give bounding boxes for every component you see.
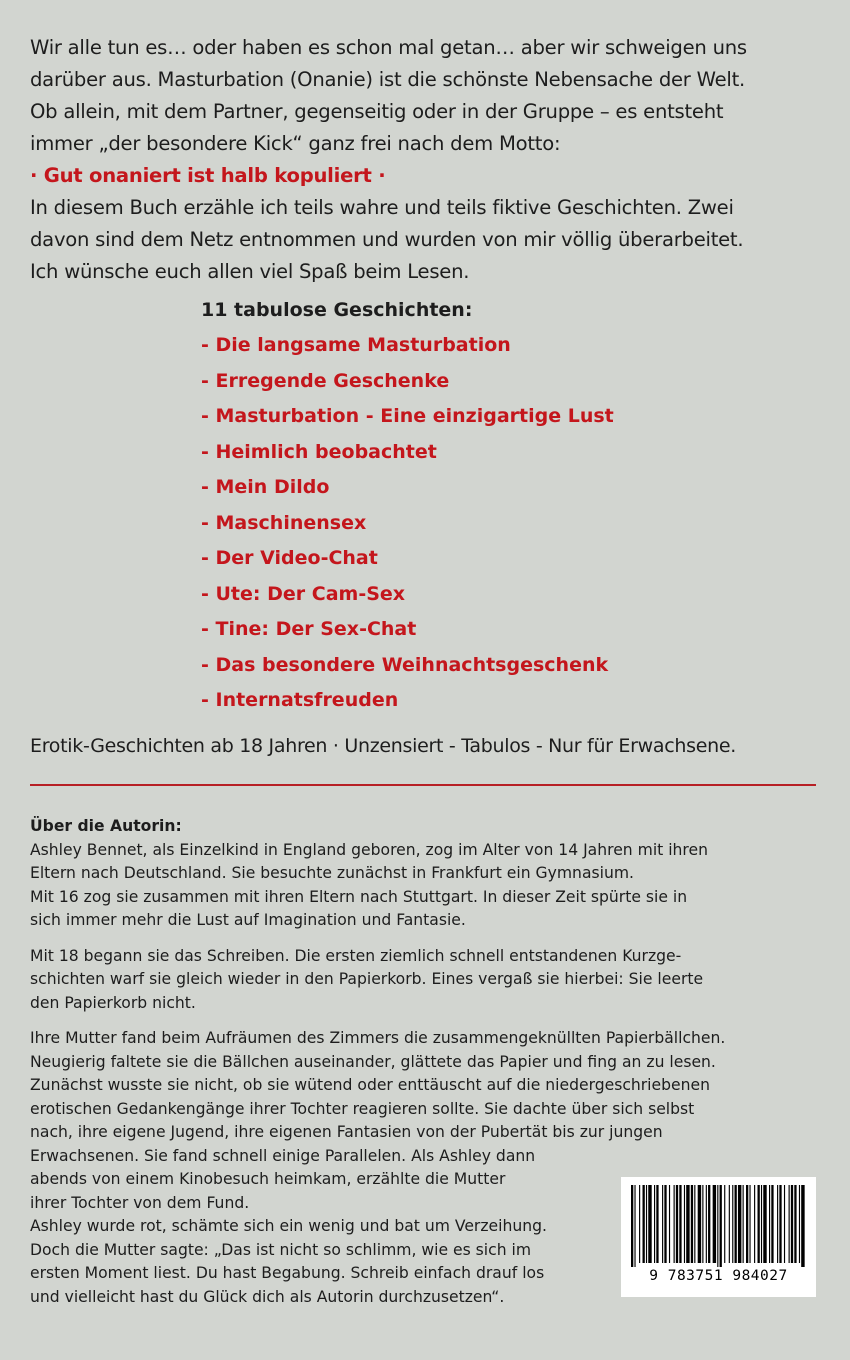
- divider-rule: [30, 784, 816, 786]
- blurb-line: Wir alle tun es… oder haben es schon mal getan… aber wir schweigen uns: [30, 36, 747, 59]
- barcode-bar: [631, 1185, 633, 1267]
- author-line: Neugierig faltete sie die Bällchen auseinander, glättete das Papier und fing an zu lesen.: [30, 1052, 716, 1071]
- barcode-bar: [694, 1185, 695, 1263]
- barcode-bar: [679, 1185, 681, 1263]
- barcode-bar: [724, 1185, 725, 1263]
- author-heading: Über die Autorin:: [30, 817, 182, 835]
- barcode-bar: [708, 1185, 710, 1263]
- author-line: Ashley Bennet, als Einzelkind in England geboren, zog im Alter von 14 Jahren mit ihren: [30, 840, 708, 859]
- barcode-bar: [746, 1185, 748, 1263]
- barcode-bar: [779, 1185, 781, 1263]
- barcode-bar: [777, 1185, 778, 1263]
- barcode-bar: [702, 1185, 703, 1263]
- motto: · Gut onaniert ist halb kopuliert ·: [30, 164, 386, 187]
- author-line: Eltern nach Deutschland. Sie besuchte zunächst in Frankfurt ein Gymnasium.: [30, 864, 634, 882]
- barcode-bar: [789, 1185, 790, 1263]
- barcode-bar: [738, 1185, 741, 1263]
- author-paragraph: [30, 945, 820, 1016]
- author-line: Ashley wurde rot, schämte sich ein wenig und bat um Verzeihung.: [30, 1217, 547, 1235]
- barcode-bar: [735, 1185, 737, 1263]
- story-item: - Die langsame Masturbation: [201, 334, 511, 356]
- blurb-line: Ob allein, mit dem Partner, gegenseitig oder in der Gruppe – es entsteht: [30, 100, 724, 123]
- barcode-bar: [784, 1185, 785, 1263]
- story-item: - Ute: Der Cam-Sex: [201, 582, 406, 605]
- author-line: erotischen Gedankengänge ihrer Tochter reagieren sollte. Sie dachte über sich selbst: [30, 1099, 695, 1118]
- barcode-bar: [794, 1185, 796, 1263]
- barcode-bar: [769, 1185, 770, 1263]
- barcode-bar: [662, 1185, 663, 1263]
- story-item: - Das besondere Weihnachtsgeschenk: [201, 653, 609, 676]
- blurb-line: In diesem Buch erzähle ich teils wahre und teils fiktive Geschichten. Zwei: [30, 196, 734, 219]
- author-line: abends von einem Kinobesuch heimkam, erzählte die Mutter: [30, 1170, 506, 1188]
- barcode-bar: [648, 1185, 651, 1263]
- barcode-bars: [629, 1185, 808, 1267]
- blurb: [30, 32, 830, 288]
- author-line: ihrer Tochter von dem Fund.: [30, 1193, 250, 1212]
- author-line: nach, ihre eigene Jugend, ihre eigenen Fantasien von der Pubertät bis zur jungen: [30, 1123, 663, 1141]
- barcode-bar: [717, 1185, 718, 1267]
- tagline: Erotik-Geschichten ab 18 Jahren · Unzensiert - Tabulos - Nur für Erwachsene.: [30, 735, 736, 757]
- barcode-bar: [799, 1185, 800, 1263]
- author-line: Doch die Mutter sagte: „Das ist nicht so schlimm, wie es sich im: [30, 1240, 532, 1259]
- blurb-line: darüber aus. Masturbation (Onanie) ist die schönste Nebensache der Welt.: [30, 68, 745, 91]
- barcode-bar: [791, 1185, 793, 1263]
- barcode-bar: [771, 1185, 773, 1263]
- barcode-bar: [754, 1185, 755, 1263]
- story-item: - Mein Dildo: [201, 476, 330, 498]
- author-line: Zunächst wusste sie nicht, ob sie wütend oder enttäuscht auf die niedergeschriebenen: [30, 1076, 710, 1094]
- barcode-bar: [656, 1185, 658, 1263]
- story-item: - Maschinensex: [201, 511, 367, 534]
- barcode-digits: 9 783751 984027: [649, 1268, 788, 1284]
- story-item: - Erregende Geschenke: [201, 369, 450, 392]
- barcode-bar: [691, 1185, 693, 1263]
- barcode-bar: [676, 1185, 678, 1263]
- author-paragraph: [30, 839, 820, 933]
- barcode-bar: [732, 1185, 733, 1263]
- barcode-bar: [639, 1185, 640, 1263]
- blurb-line: davon sind dem Netz entnommen und wurden von mir völlig überarbeitet.: [30, 228, 744, 251]
- barcode-bar: [664, 1185, 666, 1263]
- barcode-bar: [801, 1185, 804, 1267]
- author-line: Mit 18 begann sie das Schreiben. Die ersten ziemlich schnell entstandenen Kurzge-: [30, 946, 682, 965]
- barcode-bar: [720, 1185, 722, 1267]
- blurb-line: Ich wünsche euch allen viel Spaß beim Lesen.: [30, 260, 470, 283]
- author-line: und vielleicht hast du Glück dich als Autorin durchzusetzen“.: [30, 1287, 505, 1306]
- story-item: - Tine: Der Sex-Chat: [201, 618, 417, 640]
- isbn-barcode: [621, 1177, 816, 1297]
- author-line: Ihre Mutter fand beim Aufräumen des Zimmers die zusammengeknüllten Papierbällchen.: [30, 1029, 726, 1047]
- author-line: sich immer mehr die Lust auf Imagination und Fantasie.: [30, 911, 466, 929]
- story-list: [201, 294, 821, 719]
- barcode-bar: [643, 1185, 645, 1263]
- story-list-title: 11 tabulose Geschichten:: [201, 299, 473, 321]
- story-item: - Internatsfreuden: [201, 689, 399, 711]
- barcode-bar: [669, 1185, 670, 1263]
- barcode-bar: [634, 1185, 635, 1267]
- author-line: schichten warf sie gleich wieder in den Papierkorb. Eines vergaß sie hierbei: Sie leerte: [30, 970, 704, 988]
- barcode-bar: [749, 1185, 750, 1263]
- author-line: Erwachsenen. Sie fand schnell einige Parallelen. Als Ashley dann: [30, 1146, 536, 1165]
- story-item: - Der Video-Chat: [201, 547, 378, 569]
- barcode-bar: [763, 1185, 766, 1263]
- barcode-bar: [674, 1185, 675, 1263]
- barcode-bar: [684, 1185, 685, 1263]
- barcode-bar: [743, 1185, 744, 1263]
- author-line: Mit 16 zog sie zusammen mit ihren Eltern nach Stuttgart. In dieser Zeit spürte sie in: [30, 887, 688, 906]
- barcode-bar: [706, 1185, 707, 1263]
- author-line: den Papierkorb nicht.: [30, 993, 196, 1012]
- barcode-bar: [758, 1185, 760, 1263]
- blurb-line: immer „der besondere Kick“ ganz frei nach dem Motto:: [30, 132, 561, 155]
- author-line: ersten Moment liest. Du hast Begabung. Schreib einfach drauf los: [30, 1264, 545, 1282]
- barcode-bar: [646, 1185, 647, 1263]
- barcode-bar: [686, 1185, 689, 1263]
- barcode-bar: [654, 1185, 655, 1263]
- barcode-bar: [761, 1185, 762, 1263]
- barcode-bar: [698, 1185, 701, 1263]
- barcode-bar: [729, 1185, 730, 1263]
- story-item: - Heimlich beobachtet: [201, 440, 437, 463]
- story-item: - Masturbation - Eine einzigartige Lust: [201, 405, 614, 427]
- barcode-bar: [713, 1185, 716, 1263]
